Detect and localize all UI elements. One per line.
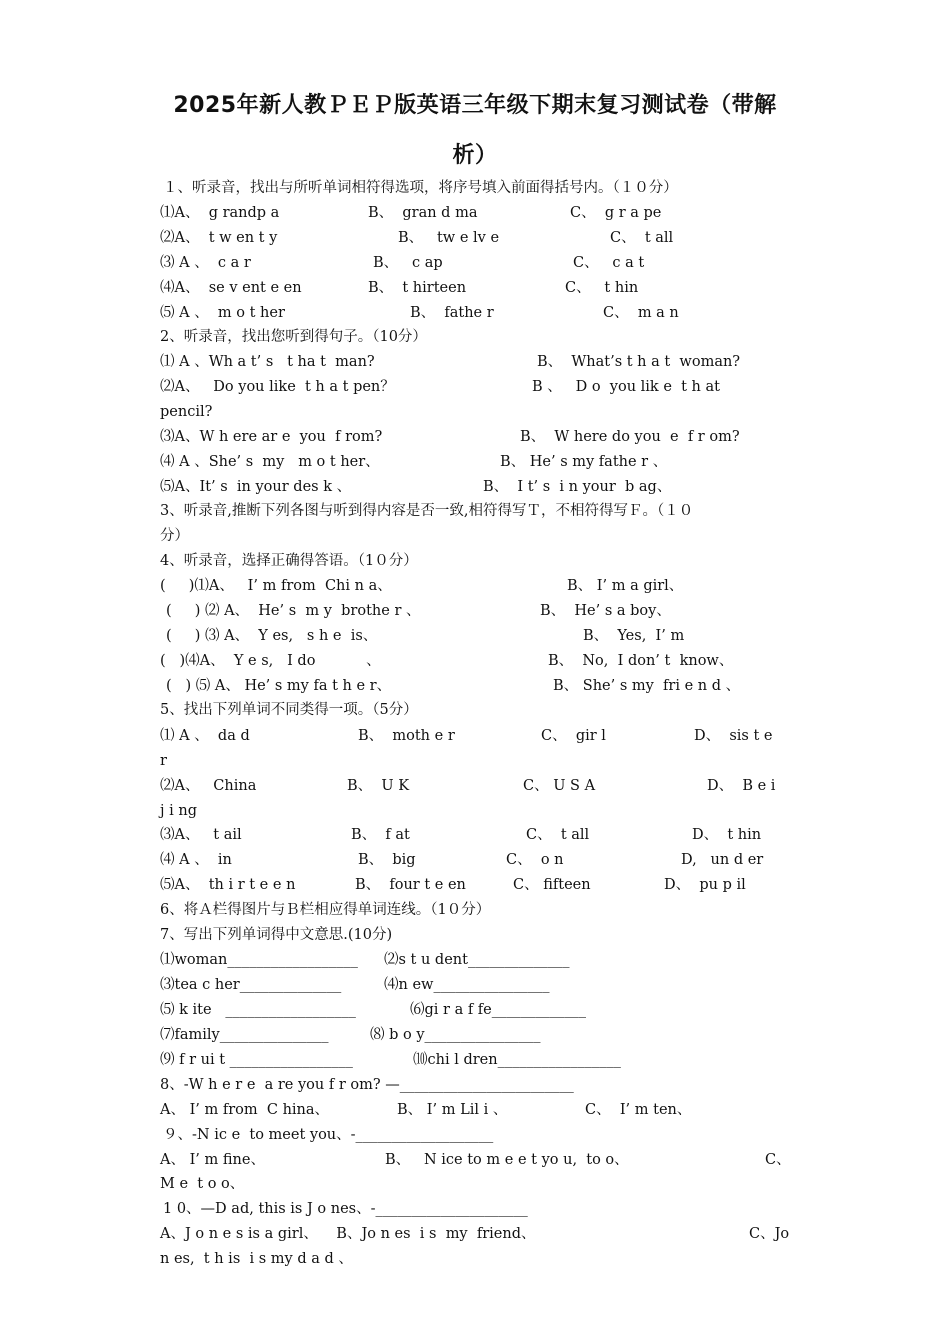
document-title-line-1: 2025年新人教ＰＥＰ版英语三年级下期末复习测试卷（带解 [173,93,777,118]
text-line: ⑷ A 、 in [160,852,232,868]
text-line: ⑻ b o y________________ [370,1027,541,1043]
text-line: ⑸ k ite __________________ [160,1002,356,1018]
text-line: C、 g r a pe [570,205,662,221]
text-line: B、 W here do you e f r om? [520,429,740,445]
text-line: C、 gir l [541,728,606,744]
text-line: B、 gran d ma [368,205,478,221]
text-line: ⑶A、W h ere ar e you f rom? [160,429,383,445]
text-line: B、 U K [347,778,410,794]
text-line: 5、找出下列单词不同类得一项。（5分） [160,702,418,718]
text-line: B、 t hirteen [368,280,467,296]
text-line: C、Jo [749,1226,790,1242]
text-line: D, un d er [681,852,764,868]
text-line: C、 U S A [523,778,596,794]
text-line: ( ) ⑵ A、 He’ s m y brothe r 、 [166,603,421,619]
text-line: B、 I t’ s i n your b ag、 [483,479,672,495]
text-line: 3、听录音,推断下列各图与听到得内容是否一致,相符得写Ｔ，不相符得写Ｆ。（１０ [160,503,694,519]
text-line: 分） [160,528,189,544]
text-line: B、 tw e lv e [398,230,500,246]
text-line: C、 t all [526,827,590,843]
text-line: B、 What’s t h a t woman? [537,354,741,370]
text-line: B、 moth e r [358,728,455,744]
text-line: pencil? [160,404,213,420]
text-line: 2、听录音，找出您听到得句子。（10分） [160,329,427,345]
text-line: D、 sis t e [694,728,773,744]
text-line: D、 B e i [707,778,776,794]
text-line: ⑸A、 th i r t e e n [160,877,296,893]
text-line: B、 He’ s my fathe r 、 [500,454,668,470]
text-line: B、 I’ m a girl、 [567,578,684,594]
text-line: ⑽chi l dren_________________ [413,1052,621,1068]
text-line: ⑸A、It’ s in your des k 、 [160,479,352,495]
text-line: ⑸ A 、 m o t her [160,305,285,321]
text-line: ⑹gi r a f fe_____________ [410,1002,586,1018]
text-line: C、 fifteen [513,877,591,893]
text-line: n es, t h is i s my d a d 、 [160,1251,353,1267]
text-line: B、 four t e en [355,877,466,893]
text-line: B、 c ap [373,255,443,271]
text-line: C、 t all [610,230,674,246]
text-line: ( )⑴A、 I’ m from Chi n a、 [160,578,392,594]
text-line: C、 t hin [565,280,639,296]
text-line: A、J o n e s is a girl、 B、Jo n es i s my friend、 [160,1226,536,1242]
text-line: 1 0、—D ad, this is J o nes、-_____________________ [163,1201,528,1217]
text-line: １、听录音，找出与所听单词相符得选项，将序号填入前面得括号内。（１０分） [163,180,678,196]
document-title-line-2: 析） [452,143,498,168]
text-line: B、 Yes, I’ m [583,628,685,644]
text-line: B 、 D o you lik e t h at [532,379,720,395]
text-line: 7、写出下列单词得中文意思.(10分) [160,927,393,943]
text-line: j i ng [160,803,197,819]
text-line: B、 I’ m Lil i 、 [397,1102,508,1118]
text-line: C、 I’ m ten、 [585,1102,692,1118]
text-line: ⑶tea c her______________ [160,977,342,993]
text-line: ⑼ f r ui t _________________ [160,1052,353,1068]
text-line: B、 big [358,852,416,868]
text-line: ⑴ A 、 da d [160,728,250,744]
text-line: B、 fathe r [410,305,494,321]
text-line: ⑷A、 se v ent e en [160,280,302,296]
text-line: 6、将Ａ栏得图片与Ｂ栏相应得单词连线。（1０分） [160,902,491,918]
text-line: 8、-W h e r e a re you f r om? —________________________ [160,1077,574,1093]
text-line: 4、听录音，选择正确得答语。（1０分） [160,553,418,569]
text-line: C、 o n [506,852,564,868]
text-line: C、 [765,1152,791,1168]
text-line: r [160,753,167,769]
text-line: B、 No, I don’ t know、 [548,653,734,669]
text-line: ( ) ⑸ A、 He’ s my fa t h e r、 [166,678,392,694]
text-line: ⑴woman__________________ [160,952,358,968]
text-line: ⑶ A 、 c a r [160,255,251,271]
text-line: M e t o o、 [160,1176,245,1192]
text-line: ⑶A、 t ail [160,827,242,843]
text-line: C、 c a t [573,255,645,271]
text-line: B、 He’ s a boy、 [540,603,671,619]
text-line: A、 I’ m fine、 [160,1152,265,1168]
text-line: ⑴A、 g randp a [160,205,280,221]
text-line: A、 I’ m from C hina、 [160,1102,330,1118]
text-line: ⑵s t u dent______________ [384,952,570,968]
text-line: ⑴ A 、Wh a t’ s t ha t man? [160,354,375,370]
text-line: D、 pu p il [664,877,746,893]
text-line: B、 f at [351,827,410,843]
text-line: ⑷ A 、She’ s my m o t her、 [160,454,380,470]
text-line: B、 She’ s my fri e n d 、 [553,678,741,694]
text-line: ⑷n ew________________ [384,977,550,993]
text-line: ⑵A、 Do you like t h a t pen？ [160,379,395,395]
text-line: ⑺family_______________ [160,1027,329,1043]
text-line: ９、-N ic e to meet you、-___________________ [163,1127,494,1143]
text-line: ( )⑷A、 Y e s, I do 、 [160,653,381,669]
text-line: ⑵A、 China [160,778,257,794]
text-line: ( ) ⑶ A、 Y es, s h e is、 [166,628,378,644]
text-line: D、 t hin [692,827,762,843]
text-line: C、 m a n [603,305,679,321]
text-line: ⑵A、 t w en t y [160,230,278,246]
text-line: B、 N ice to m e e t yo u, to o、 [385,1152,629,1168]
